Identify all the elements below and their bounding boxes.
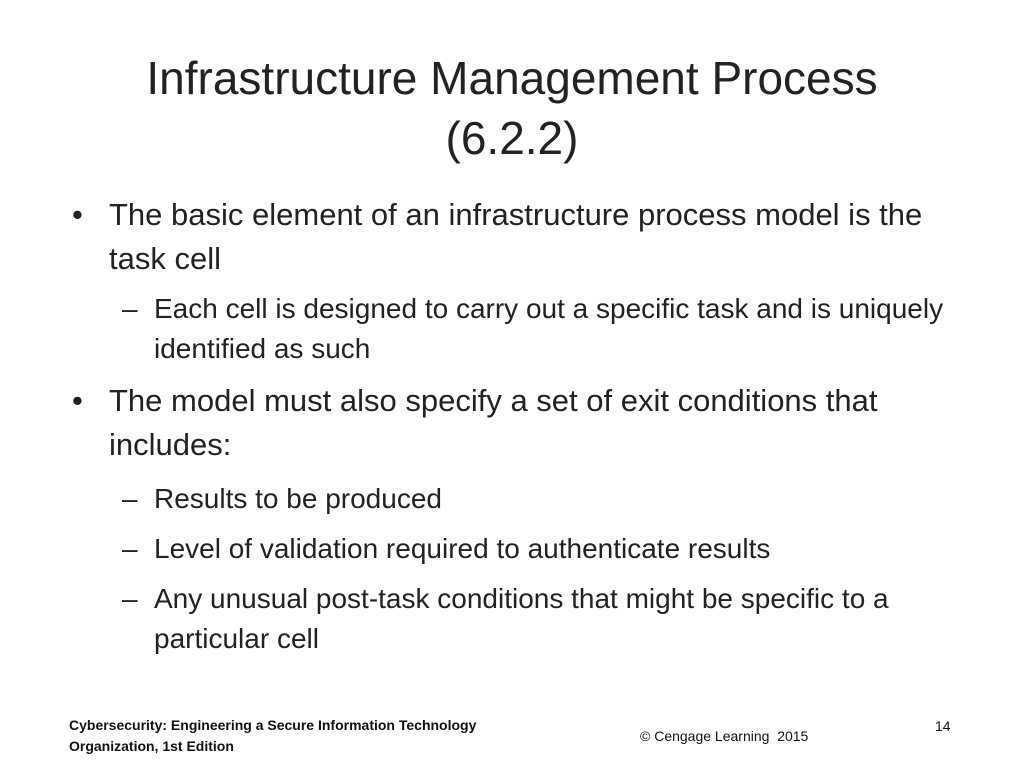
sub-bullet-item xyxy=(122,289,972,369)
bullet-item xyxy=(72,193,972,281)
bullet-marker: • xyxy=(72,197,83,232)
slide-content xyxy=(72,193,972,659)
sub-bullet-item xyxy=(122,579,972,659)
footer-book-title xyxy=(69,715,589,757)
slide-title xyxy=(60,48,964,168)
slide-title-line-1: Infrastructure Management Process xyxy=(146,52,878,104)
sub-bullet-item xyxy=(122,529,972,569)
bullet-marker: • xyxy=(72,383,83,418)
sub-bullet-marker: – xyxy=(122,583,138,614)
sub-bullet-item xyxy=(122,479,972,519)
sub-bullet-text: Each cell is designed to carry out a specific task and is uniquely identified as such xyxy=(154,293,944,364)
sub-bullet-text: Level of validation required to authenticate results xyxy=(154,533,771,564)
sub-bullet-marker: – xyxy=(122,483,138,514)
bullet-text: The basic element of an infrastructure process model is the task cell xyxy=(109,197,923,276)
footer-copyright: © Cengage Learning 2015 xyxy=(640,728,809,744)
footer-book-title-line-2: Organization, 1st Edition xyxy=(69,738,234,754)
sub-bullet-marker: – xyxy=(122,293,138,324)
bullet-text: The model must also specify a set of exit conditions that includes: xyxy=(109,383,878,462)
footer-book-title-line-1: Cybersecurity: Engineering a Secure Information Technology xyxy=(69,717,477,733)
sub-bullet-marker: – xyxy=(122,533,138,564)
sub-bullet-text: Results to be produced xyxy=(154,483,442,514)
sub-bullet-text: Any unusual post-task conditions that might be specific to a particular cell xyxy=(154,583,889,654)
slide-title-line-2: (6.2.2) xyxy=(445,112,579,164)
bullet-item xyxy=(72,379,972,467)
slide-page-number: 14 xyxy=(935,718,951,734)
